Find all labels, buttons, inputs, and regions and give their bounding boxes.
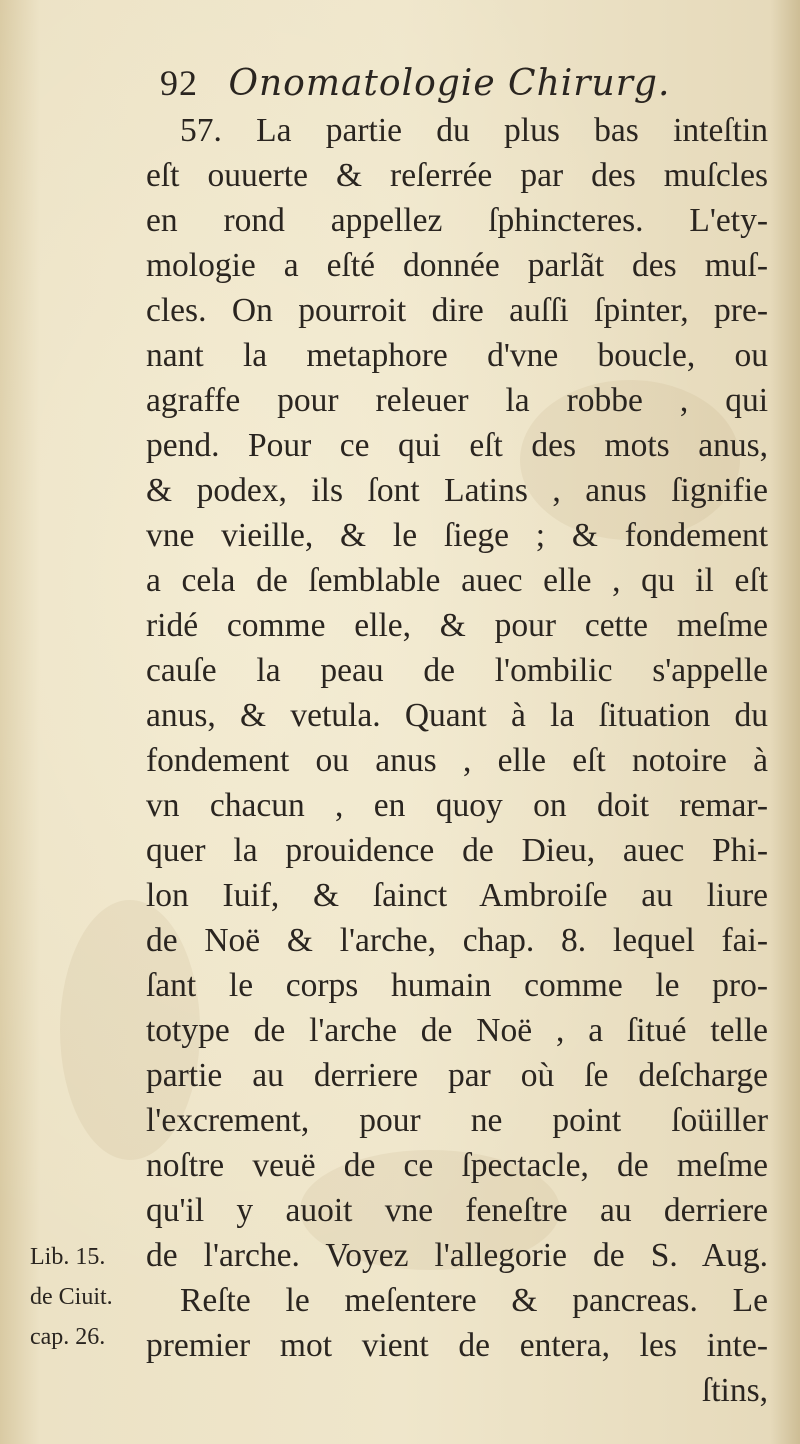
text-line: quer la prouidence de Dieu, auec Phi- <box>146 832 768 869</box>
text-line: mologie a eſté donnée parlãt des muſ- <box>146 247 768 284</box>
text-line: & podex, ils ſont Latins , anus ſignifie <box>146 472 768 509</box>
text-line: premier mot vient de entera, les inte- <box>146 1327 768 1364</box>
text-line: de Noë & l'arche, chap. 8. lequel fai- <box>146 922 768 959</box>
margin-note-line: Lib. 15. <box>30 1244 106 1270</box>
margin-note-line: de Ciuit. <box>30 1284 113 1310</box>
text-line: cauſe la peau de l'ombilic s'appelle <box>146 652 768 689</box>
text-line: eſt ouuerte & reſerrée par des muſcles <box>146 157 768 194</box>
text-line: partie au derriere par où ſe deſcharge <box>146 1057 768 1094</box>
catchword: ſtins, <box>701 1372 768 1409</box>
margin-note <box>30 1237 152 1357</box>
text-line: anus, & vetula. Quant à la ſituation du <box>146 697 768 734</box>
text-line: lon Iuif, & ſainct Ambroiſe au liure <box>146 877 768 914</box>
text-line: fondement ou anus , elle eſt notoire à <box>146 742 768 779</box>
text-line: 57. La partie du plus bas inteſtin <box>180 112 768 149</box>
page-header <box>160 62 670 104</box>
page-number: 92 <box>160 63 198 103</box>
text-line: l'excrement, pour ne point ſoüiller <box>146 1102 768 1139</box>
text-line: pend. Pour ce qui eſt des mots anus, <box>146 427 768 464</box>
text-line: noſtre veuë de ce ſpectacle, de meſme <box>146 1147 768 1184</box>
text-line: qu'il y auoit vne feneſtre au derriere <box>146 1192 768 1229</box>
text-line: vn chacun , en quoy on doit remar- <box>146 787 768 824</box>
text-line: cles. On pourroit dire auſſi ſpinter, pre- <box>146 292 768 329</box>
text-line: agraffe pour releuer la robbe , qui <box>146 382 768 419</box>
text-line: ſant le corps humain comme le pro- <box>146 967 768 1004</box>
text-line: a cela de ſemblable auec elle , qu il eſt <box>146 562 768 599</box>
text-line: totype de l'arche de Noë , a ſitué telle <box>146 1012 768 1049</box>
text-line: nant la metaphore d'vne boucle, ou <box>146 337 768 374</box>
text-line: ridé comme elle, & pour cette meſme <box>146 607 768 644</box>
text-line: de l'arche. Voyez l'allegorie de S. Aug. <box>146 1237 768 1274</box>
margin-note-line: cap. 26. <box>30 1324 106 1350</box>
text-line: Reſte le meſentere & pancreas. Le <box>180 1282 768 1319</box>
running-title: Onomatologie Chirurg. <box>228 63 671 104</box>
text-line: vne vieille, & le ſiege ; & fondement <box>146 517 768 554</box>
text-line: en rond appellez ſphincteres. L'ety- <box>146 202 768 239</box>
